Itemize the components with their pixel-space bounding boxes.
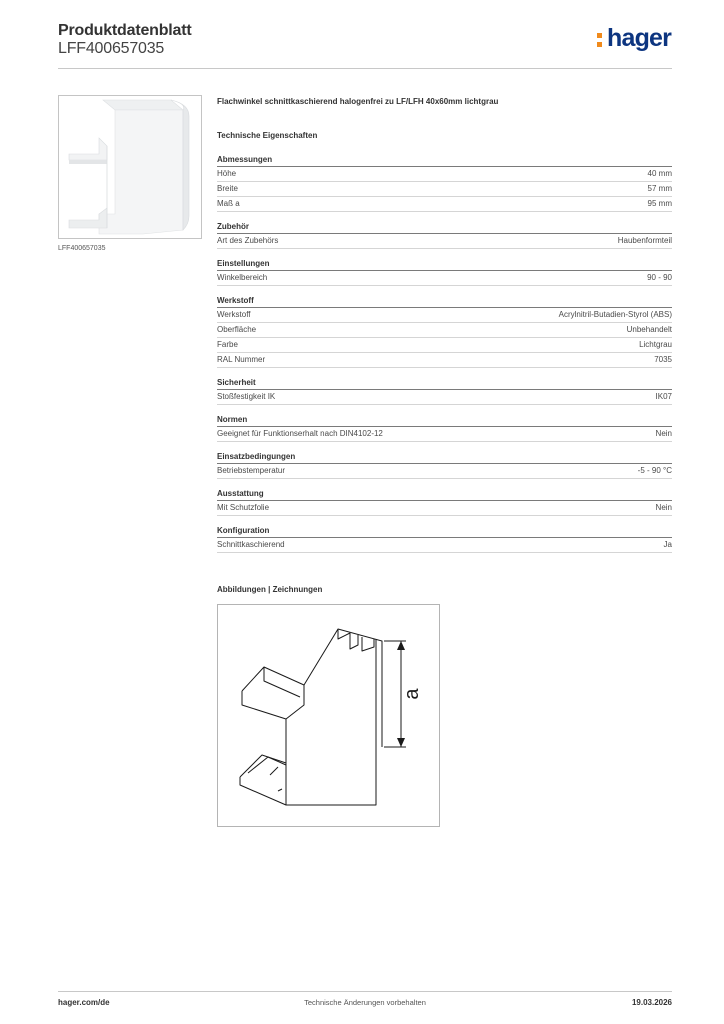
dimension-label: a [401, 688, 423, 700]
spec-value: Haubenformteil [617, 236, 672, 245]
logo-dot-top [597, 33, 602, 38]
spec-value: 57 mm [647, 184, 672, 193]
spec-row [217, 197, 672, 212]
section-title: Ausstattung [217, 487, 672, 501]
spec-value: Nein [655, 429, 672, 438]
spec-label: Oberfläche [217, 325, 257, 334]
article-number: LFF400657035 [58, 40, 165, 57]
logo-text: hager [607, 24, 672, 52]
spec-row [217, 538, 672, 553]
product-thumbnail [58, 95, 202, 239]
figures-heading: Abbildungen | Zeichnungen [217, 585, 323, 594]
spec-row [217, 353, 672, 368]
hager-logo [593, 26, 675, 56]
spec-section-werkstoff [217, 294, 672, 368]
spec-section-normen [217, 413, 672, 442]
spec-label: Breite [217, 184, 238, 193]
spec-value: 40 mm [647, 169, 672, 178]
spec-section-sicherheit [217, 376, 672, 405]
spec-value: 90 - 90 [647, 273, 672, 282]
section-title: Sicherheit [217, 376, 672, 390]
product-description: Flachwinkel schnittkaschierend halogenfrei zu LF/LFH 40x60mm lichtgrau [217, 97, 499, 106]
spec-value: -5 - 90 °C [637, 466, 672, 475]
spec-section-abmessungen [217, 153, 672, 212]
spec-label: Höhe [217, 169, 237, 178]
spec-value: Acrylnitril-Butadien-Styrol (ABS) [558, 310, 672, 319]
spec-label: Maß a [217, 199, 240, 208]
spec-value: Lichtgrau [639, 340, 672, 349]
page-title: Produktdatenblatt [58, 22, 192, 39]
specs-content [217, 96, 672, 553]
spec-label: Mit Schutzfolie [217, 503, 270, 512]
spec-row [217, 427, 672, 442]
footer-divider [58, 991, 672, 992]
spec-value: IK07 [655, 392, 672, 401]
technical-properties-heading: Technische Eigenschaften [217, 131, 318, 140]
section-title: Normen [217, 413, 672, 427]
spec-row [217, 464, 672, 479]
footer-date: 19.03.2026 [631, 998, 672, 1007]
spec-row [217, 234, 672, 249]
thumbnail-caption: LFF400657035 [58, 245, 106, 252]
spec-section-konfiguration [217, 524, 672, 553]
spec-value: 7035 [654, 355, 672, 364]
spec-row [217, 167, 672, 182]
spec-label: RAL Nummer [217, 355, 266, 364]
footer-notice: Technische Änderungen vorbehalten [304, 998, 426, 1007]
spec-label: Betriebstemperatur [217, 466, 286, 475]
footer-website: hager.com/de [58, 998, 110, 1007]
spec-section-zubehoer [217, 220, 672, 249]
spec-value: Nein [655, 503, 672, 512]
section-title: Werkstoff [217, 294, 672, 308]
spec-row [217, 182, 672, 197]
section-title: Konfiguration [217, 524, 672, 538]
spec-label: Schnittkaschierend [217, 540, 285, 549]
technical-drawing [217, 604, 440, 827]
product-photo-icon [59, 96, 201, 238]
section-title: Abmessungen [217, 153, 672, 167]
spec-row [217, 338, 672, 353]
spec-section-ausstattung [217, 487, 672, 516]
spec-section-einsatzbedingungen [217, 450, 672, 479]
spec-section-einstellungen [217, 257, 672, 286]
section-title: Einstellungen [217, 257, 672, 271]
logo-dot-bottom [597, 42, 602, 47]
spec-label: Stoßfestigkeit IK [217, 392, 276, 401]
spec-value: 95 mm [647, 199, 672, 208]
spec-label: Farbe [217, 340, 238, 349]
spec-label: Winkelbereich [217, 273, 268, 282]
spec-value: Unbehandelt [626, 325, 672, 334]
spec-row [217, 501, 672, 516]
spec-row [217, 323, 672, 338]
header-divider [58, 68, 672, 69]
spec-label: Art des Zubehörs [217, 236, 279, 245]
spec-label: Werkstoff [217, 310, 251, 319]
spec-value: Ja [663, 540, 672, 549]
section-title: Einsatzbedingungen [217, 450, 672, 464]
section-title: Zubehör [217, 220, 672, 234]
angle-drawing-icon [218, 605, 439, 826]
spec-row [217, 271, 672, 286]
spec-row [217, 308, 672, 323]
spec-label: Geeignet für Funktionserhalt nach DIN4102-12 [217, 429, 383, 438]
spec-row [217, 390, 672, 405]
